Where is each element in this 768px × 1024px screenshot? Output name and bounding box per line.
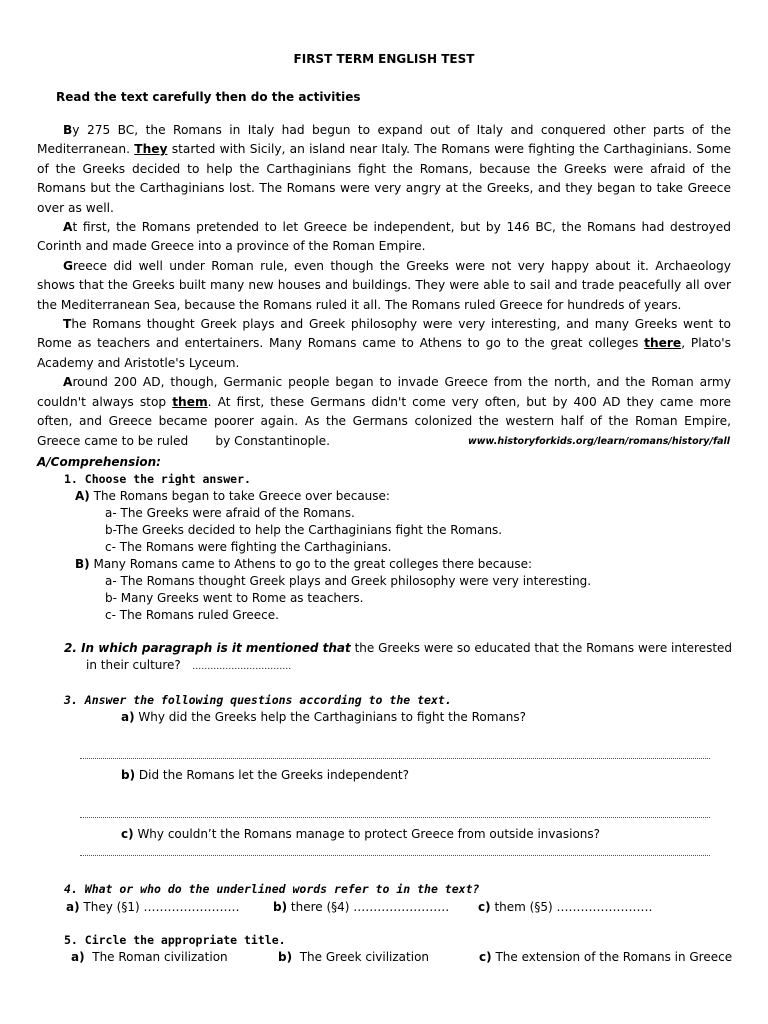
paragraph-text: y 275 BC, the Romans in Italy had begun to expand out of Italy and conquered other parts of the Mediterranean. [37,123,731,157]
question-4-label: 4. What or who do the underlined words refer to in the text? [64,882,480,896]
dropcap: G [63,258,74,273]
answer-line[interactable] [80,758,710,759]
question-text[interactable]: there (§4) …………………… [290,900,450,914]
option-b: b- Many Greeks went to Rome as teachers. [105,591,364,605]
question-2 [64,641,732,655]
instruction: Read the text carefully then do the activities [56,90,361,104]
paragraph-3 [37,257,731,315]
paragraph-text: he Romans thought Greek plays and Greek philosophy were very interesting, and many Greeks went to Rome as teachers and entertainers. Many Romans came to Athens to go to the great colleges [37,317,731,351]
question-3-label: 3. Answer the following questions according to the text. [64,693,452,707]
question-1a [75,489,390,503]
question-text: the Greeks were so educated that the Romans were interested [350,641,733,655]
question-4a [66,900,239,914]
question-text[interactable]: They (§1) …………………… [83,900,240,914]
option-b: b-The Greeks decided to help the Carthaginians fight the Romans. [105,523,503,537]
dropcap: T [63,317,72,332]
dropcap: A [63,375,73,390]
question-3c [121,827,600,841]
answer-line[interactable] [80,817,710,818]
question-label: 2. In which paragraph is it mentioned that [64,641,351,655]
title-option-c[interactable] [479,950,732,964]
paragraph-text: round 200 AD, though, Germanic people began to invade Greece from the north, and the Roman army couldn't always stop [37,375,735,409]
item-tag: c) [479,950,492,964]
paragraph-text: , Plato's Academy and Aristotle's Lyceum. [37,336,731,370]
section-heading: A/Comprehension: [37,455,161,469]
underlined-word-there: there [644,336,682,351]
question-text: in their culture? [86,658,181,672]
item-tag: c) [478,900,491,914]
question-text: Why did the Greeks help the Carthaginians to fight the Romans? [138,710,527,724]
question-1b [75,557,532,571]
option-text: The Greek civilization [299,950,430,964]
item-tag: a) [71,950,85,964]
paragraph-1 [37,121,731,218]
item-tag: b) [278,950,293,964]
paragraph-text: . At first, these Germans didn't come very often, but by 400 AD they came more often, and Greece became poorer again. As the Germans colonized the western half of the Roman Empire, Greece came to be ruled by Constantinople. [37,394,735,448]
question-text: Why couldn’t the Romans manage to protect Greece from outside invasions? [137,827,601,841]
question-stem: The Romans began to take Greece over because: [93,489,390,503]
option-a: a- The Greeks were afraid of the Romans. [105,506,355,520]
answer-line[interactable] [80,855,710,856]
reading-passage [37,121,735,451]
question-stem: Many Romans came to Athens to go to the great colleges there because: [93,557,533,571]
question-3a [121,710,526,724]
paragraph-2 [37,218,731,257]
question-text[interactable]: them (§5) …………………… [494,900,653,914]
answer-blank[interactable]: …………………………… [192,662,292,672]
underlined-word-them: them [172,394,208,409]
option-a: a- The Romans thought Greek plays and Greek philosophy were very interesting. [105,574,592,588]
item-tag: A) [75,489,90,503]
underlined-word-they: They [134,142,168,157]
page-title: FIRST TERM ENGLISH TEST [293,52,475,66]
question-1-label: 1. Choose the right answer. [64,472,251,486]
item-tag: b) [273,900,288,914]
question-3b [121,768,409,782]
dropcap: B [63,123,73,137]
dropcap: A [63,220,73,235]
question-5-label: 5. Circle the appropriate title. [64,933,286,947]
option-c: c- The Romans ruled Greece. [105,608,279,622]
paragraph-text: started with Sicily, an island near Italy. The Romans were fighting the Carthaginians. Some of the Greeks decided to help the Carthaginians fight the Romans, because the Greeks were afraid of the Romans but the Carthaginians lost. The Romans were very angry at the Greeks, and they began to take Greece over as well. [37,142,731,215]
question-4b [273,900,449,914]
item-tag: B) [75,557,90,571]
paragraph-4 [37,315,731,373]
source-link: www.historyforkids.org/learn/romans/history/fall [468,436,730,447]
option-text: The Roman civilization [92,950,228,964]
paragraph-text: reece did well under Roman rule, even though the Greeks were not very happy about it. Archaeology shows that the Greeks built many new houses and buildings. They were able to sail and trade peacefully all over the Mediterranean Sea, because the Romans ruled it all. The Romans ruled Greece for hundreds of years. [37,258,731,312]
question-2-cont [86,658,291,672]
title-option-a[interactable] [71,950,228,964]
title-option-b[interactable] [278,950,429,964]
option-text: The extension of the Romans in Greece [495,950,733,964]
question-text: Did the Romans let the Greeks independent? [138,768,409,782]
question-4c [478,900,652,914]
item-tag: c) [121,827,134,841]
paragraph-text: t first, the Romans pretended to let Greece be independent, but by 146 BC, the Romans had destroyed Corinth and made Greece into a province of the Roman Empire. [37,220,731,254]
item-tag: b) [121,768,136,782]
option-c: c- The Romans were fighting the Carthaginians. [105,540,392,554]
item-tag: a) [121,710,135,724]
item-tag: a) [66,900,80,914]
